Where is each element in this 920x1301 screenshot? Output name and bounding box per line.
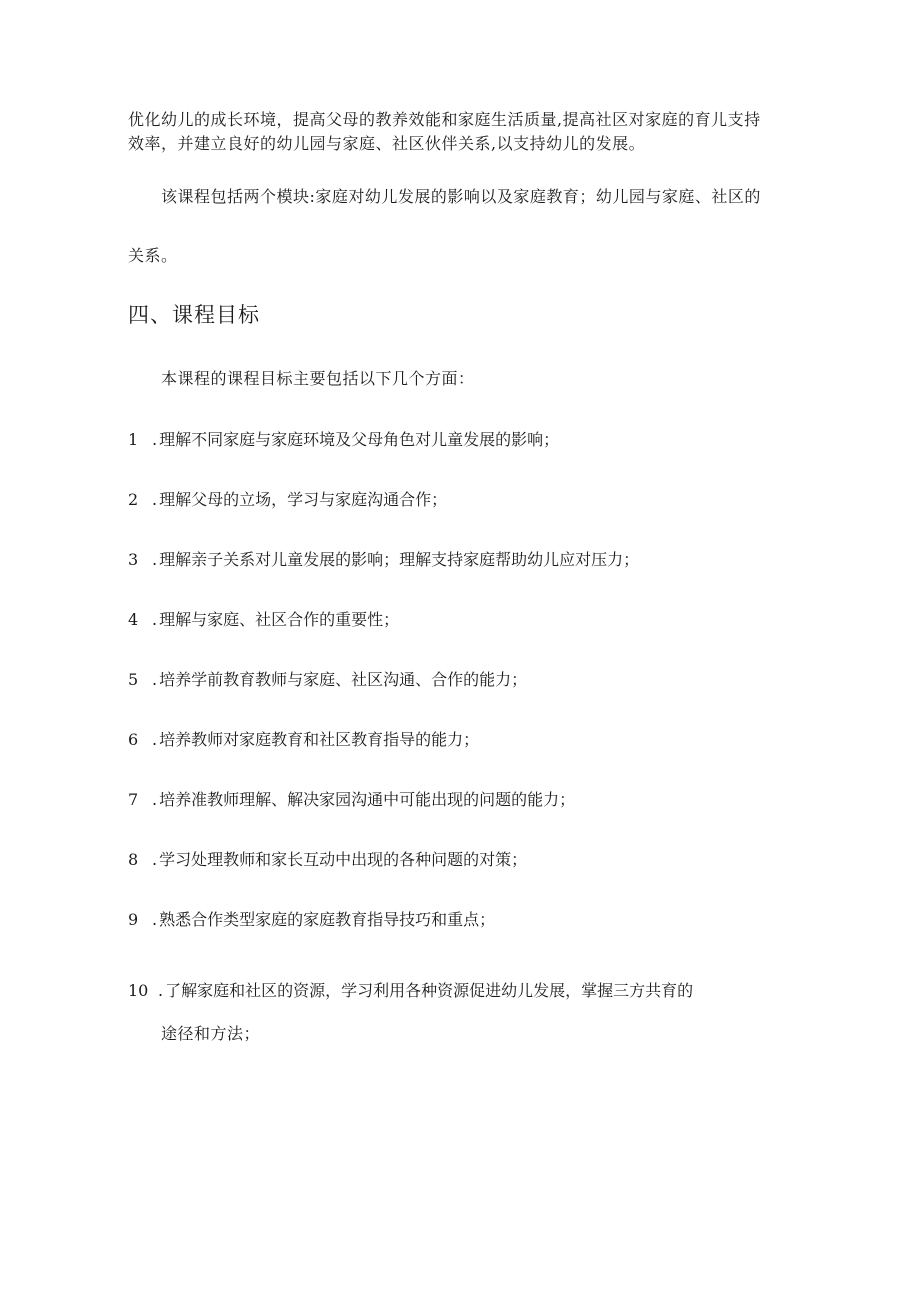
goal-item: 5 . 培养学前教育教师与家庭、社区沟通、合作的能力； <box>128 670 528 689</box>
goal-text: 理解不同家庭与家庭环境及父母角色对儿童发展的影响； <box>159 430 560 449</box>
goal-item: 6 . 培养教师对家庭教育和社区教育指导的能力； <box>128 730 480 749</box>
goal-text: 培养教师对家庭教育和社区教育指导的能力； <box>159 730 480 749</box>
goal-text: 理解亲子关系对儿童发展的影响；理解支持家庭帮助幼儿应对压力； <box>159 550 640 569</box>
goal-number: 9 <box>128 910 139 929</box>
goal-number: 4 <box>128 610 139 629</box>
goal-item: 2 . 理解父母的立场，学习与家庭沟通合作； <box>128 490 448 509</box>
goal-item: 10 . 了解家庭和社区的资源，学习利用各种资源促进幼儿发展，掌握三方共育的 <box>128 981 694 1000</box>
goal-number: 3 <box>128 550 139 569</box>
goal-text: 培养学前教育教师与家庭、社区沟通、合作的能力； <box>159 670 528 689</box>
paragraph-line: 优化幼儿的成长环境，提高父母的教养效能和家庭生活质量,提高社区对家庭的育儿支持 <box>128 110 761 129</box>
goal-number: 6 <box>128 730 139 749</box>
goal-number: 8 <box>128 850 139 869</box>
paragraph-line: 该课程包括两个模块:家庭对幼儿发展的影响以及家庭教育；幼儿园与家庭、社区的 <box>161 187 761 206</box>
goal-item: 3 . 理解亲子关系对儿童发展的影响；理解支持家庭帮助幼儿应对压力； <box>128 550 640 569</box>
goal-number: 7 <box>128 790 139 809</box>
goal-text: 理解父母的立场，学习与家庭沟通合作； <box>159 490 448 509</box>
section-heading: 四、课程目标 <box>128 303 260 327</box>
goal-number: 2 <box>128 490 139 509</box>
goal-continuation: 途径和方法； <box>161 1024 261 1043</box>
goal-item: 4 . 理解与家庭、社区合作的重要性； <box>128 610 400 629</box>
goal-text: 学习处理教师和家长互动中出现的各种问题的对策； <box>159 850 528 869</box>
goal-text: 培养准教师理解、解决家园沟通中可能出现的问题的能力； <box>159 790 576 809</box>
goal-text: 理解与家庭、社区合作的重要性； <box>159 610 400 629</box>
goal-text: 熟悉合作类型家庭的家庭教育指导技巧和重点； <box>159 910 496 929</box>
goal-item: 9 . 熟悉合作类型家庭的家庭教育指导技巧和重点； <box>128 910 496 929</box>
goal-item: 1 . 理解不同家庭与家庭环境及父母角色对儿童发展的影响； <box>128 430 560 449</box>
goal-number: 10 <box>128 981 149 1000</box>
paragraph-line: 效率，并建立良好的幼儿园与家庭、社区伙伴关系,以支持幼儿的发展。 <box>128 134 646 153</box>
goal-number: 5 <box>128 670 139 689</box>
goal-text: 了解家庭和社区的资源，学习利用各种资源促进幼儿发展，掌握三方共育的 <box>165 981 694 1000</box>
goal-number: 1 <box>128 430 139 449</box>
section-intro: 本课程的课程目标主要包括以下几个方面： <box>161 369 475 388</box>
paragraph-line: 关系。 <box>128 246 178 265</box>
goal-item: 7 . 培养准教师理解、解决家园沟通中可能出现的问题的能力； <box>128 790 576 809</box>
goal-item: 8 . 学习处理教师和家长互动中出现的各种问题的对策； <box>128 850 528 869</box>
